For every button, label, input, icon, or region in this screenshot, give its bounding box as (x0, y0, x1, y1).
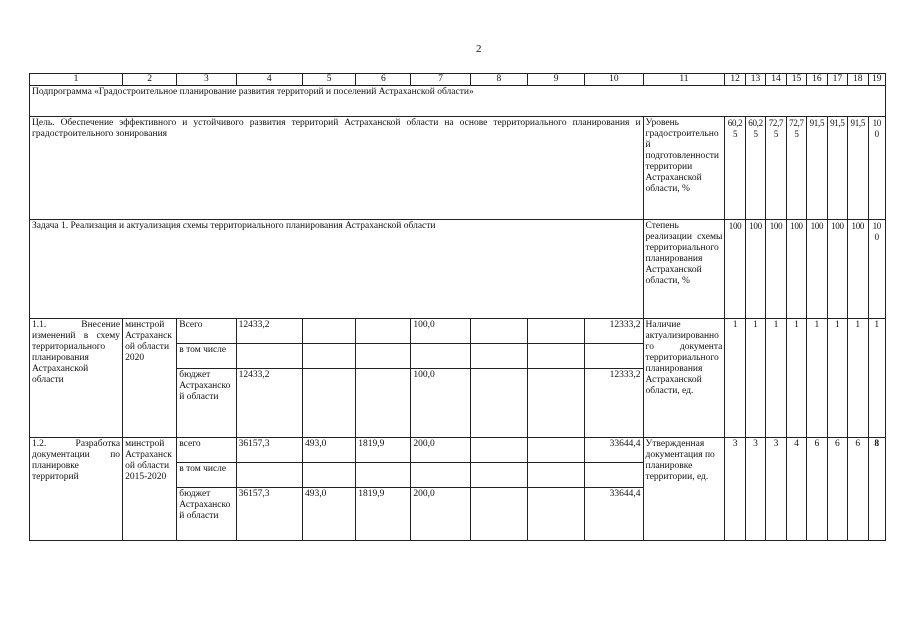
task-indicator: Степень реализации схемы территориального планирования Астраханской области, % (643, 220, 725, 319)
task-value: 100 (868, 220, 885, 319)
funding-value: 33644,4 (585, 438, 643, 463)
funding-value (411, 463, 470, 488)
col-num: 19 (868, 74, 885, 86)
activity-value: 1 (766, 319, 786, 438)
col-num: 15 (786, 74, 806, 86)
col-num: 2 (123, 74, 177, 86)
col-num: 13 (745, 74, 765, 86)
funding-value: 200,0 (411, 488, 470, 541)
activity-value: 1 (745, 319, 765, 438)
activity-value: 6 (827, 438, 847, 541)
activity-value: 1 (827, 319, 847, 438)
activity-value: 4 (786, 438, 806, 541)
funding-value (470, 319, 527, 344)
col-num: 6 (356, 74, 411, 86)
funding-value: 36157,3 (236, 438, 302, 463)
goal-text: Цель. Обеспечение эффективного и устойчивого развития территорий Астраханской области на основе территориального планирования и градостроительного зонирования (30, 117, 644, 220)
funding-value (356, 344, 411, 369)
activity-value: 6 (807, 438, 827, 541)
funding-value (303, 463, 356, 488)
col-num: 7 (411, 74, 470, 86)
activity-executor: минстрой Астраханской области 2015-2020 (123, 438, 177, 541)
funding-label: бюджет Астраханской области (177, 488, 236, 541)
goal-indicator: Уровень градостроительной подготовленности территории Астраханской области, % (643, 117, 725, 220)
funding-value: 12433,2 (236, 369, 302, 438)
col-num: 4 (236, 74, 302, 86)
goal-value: 91,5 (807, 117, 827, 220)
goal-row (30, 117, 886, 220)
funding-value (303, 344, 356, 369)
activity-value: 6 (848, 438, 868, 541)
task-row (30, 220, 886, 319)
subprogram-title: Подпрограмма «Градостроительное планирование развития территорий и поселений Астраханской области» (30, 86, 886, 117)
funding-value: 12333,2 (585, 319, 643, 344)
funding-value (236, 344, 302, 369)
activity-value: 1 (848, 319, 868, 438)
funding-value: 493,0 (303, 488, 356, 541)
funding-value (470, 488, 527, 541)
col-num: 18 (848, 74, 868, 86)
goal-value: 91,5 (848, 117, 868, 220)
funding-value (528, 438, 585, 463)
goal-value: 60,25 (745, 117, 765, 220)
funding-value: 33644,4 (585, 488, 643, 541)
activity-value: 1 (786, 319, 806, 438)
activity-value: 1 (807, 319, 827, 438)
activity-row (30, 438, 886, 463)
col-num: 10 (585, 74, 643, 86)
task-value: 100 (766, 220, 786, 319)
col-num: 11 (643, 74, 725, 86)
task-value: 100 (848, 220, 868, 319)
task-text: Задача 1. Реализация и актуализация схемы территориального планирования Астраханской области (30, 220, 644, 319)
col-num: 12 (725, 74, 745, 86)
activity-value: 3 (766, 438, 786, 541)
goal-value: 91,5 (827, 117, 847, 220)
goal-value: 100 (868, 117, 885, 220)
funding-value: 100,0 (411, 319, 470, 344)
funding-value: 100,0 (411, 369, 470, 438)
funding-value (528, 319, 585, 344)
activity-value: 3 (725, 438, 745, 541)
funding-label: в том числе (177, 344, 236, 369)
funding-value: 12433,2 (236, 319, 302, 344)
goal-value: 60,25 (725, 117, 745, 220)
funding-value (470, 438, 527, 463)
activity-row (30, 319, 886, 344)
funding-value (356, 319, 411, 344)
activity-executor: минстрой Астраханской области 2020 (123, 319, 177, 438)
funding-value (585, 344, 643, 369)
funding-label: бюджет Астраханской области (177, 369, 236, 438)
goal-value: 72,75 (786, 117, 806, 220)
funding-value: 1819,9 (356, 438, 411, 463)
subprogram-row (30, 86, 886, 117)
program-table (29, 73, 886, 541)
activity-name: 1.2. Разработка документации по планировке территорий (30, 438, 123, 541)
funding-value (356, 369, 411, 438)
funding-value (528, 344, 585, 369)
activity-name: 1.1. Внесение изменений в схему территориального планирования Астраханской области (30, 319, 123, 438)
col-num: 1 (30, 74, 123, 86)
funding-value (528, 463, 585, 488)
funding-value (303, 319, 356, 344)
funding-value (411, 344, 470, 369)
activity-indicator: Утвержденная документация по планировке территории, ед. (643, 438, 725, 541)
col-num: 9 (528, 74, 585, 86)
col-num: 14 (766, 74, 786, 86)
funding-value: 200,0 (411, 438, 470, 463)
funding-label: в том числе (177, 463, 236, 488)
funding-value (528, 369, 585, 438)
task-value: 100 (745, 220, 765, 319)
funding-label: всего (177, 438, 236, 463)
funding-value (470, 463, 527, 488)
col-num: 16 (807, 74, 827, 86)
funding-value (470, 369, 527, 438)
task-value: 100 (827, 220, 847, 319)
funding-value (470, 344, 527, 369)
page-number: 2 (476, 43, 482, 55)
activity-value: 1 (725, 319, 745, 438)
activity-indicator: Наличие актуализированного документа территориального планирования Астраханской области, ед. (643, 319, 725, 438)
funding-value (236, 463, 302, 488)
col-num: 17 (827, 74, 847, 86)
col-num: 5 (303, 74, 356, 86)
col-num: 8 (470, 74, 527, 86)
funding-value: 12333,2 (585, 369, 643, 438)
task-value: 100 (725, 220, 745, 319)
funding-value: 36157,3 (236, 488, 302, 541)
activity-value: 1 (868, 319, 885, 438)
column-number-row (30, 74, 886, 86)
task-value: 100 (807, 220, 827, 319)
task-value: 100 (786, 220, 806, 319)
col-num: 3 (177, 74, 236, 86)
activity-value: 3 (745, 438, 765, 541)
funding-value: 493,0 (303, 438, 356, 463)
funding-value: 1819,9 (356, 488, 411, 541)
goal-value: 72,75 (766, 117, 786, 220)
funding-value (528, 488, 585, 541)
funding-value (585, 463, 643, 488)
funding-value (303, 369, 356, 438)
funding-value (356, 463, 411, 488)
funding-label: Всего (177, 319, 236, 344)
activity-value: 8 (868, 438, 885, 541)
